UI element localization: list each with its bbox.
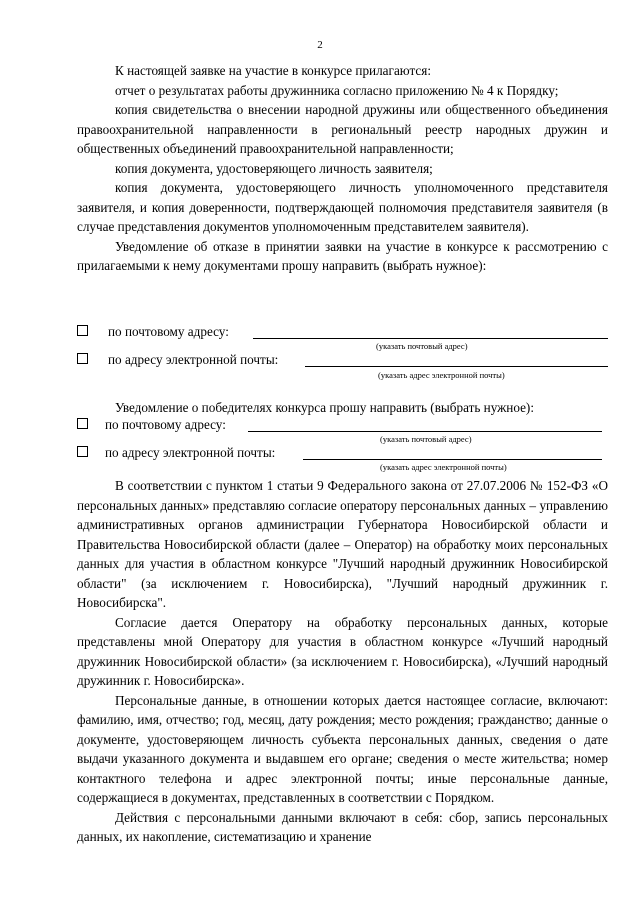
refusal-email-option xyxy=(77,350,608,370)
refusal-postal-checkbox[interactable] xyxy=(77,325,88,336)
refusal-postal-label: по почтовому адресу: xyxy=(108,324,229,339)
winners-postal-address-line[interactable] xyxy=(248,431,602,432)
attachments-section xyxy=(77,61,608,276)
refusal-postal-hint: (указать почтовый адрес) xyxy=(376,341,468,351)
refusal-email-label: по адресу электронной почты: xyxy=(108,352,279,367)
winners-postal-option xyxy=(77,415,608,435)
consent-data-list: Персональные данные, в отношении которых дается настоящее согласие, включают: фамилию, имя, отчество; год, месяц, дату рождения; место рождения; гражданство; данные о документе, удостоверяющем личность субъекта персональных данных, сведения о дате выдачи указанного документа и выдавшем его органе; сведения о месте жительства; номер контактного телефона и адрес электронной почты; иные персональные данные, содержащиеся в документах, представленных в соответствии с Порядком. xyxy=(77,692,608,805)
consent-legal-basis: В соответствии с пунктом 1 статьи 9 Федерального закона от 27.07.2006 № 152-ФЗ «О персональных данных» представляю согласие оператору персональных данных – управлению административных органов администрации Губернатора Новосибирской области и Правительства Новосибирской области (далее – Оператор) на обработку моих персональных данных для участия в областном конкурсе "Лучший народный дружинник Новосибирской области" (за исключением г. Новосибирска), "Лучший народный дружинник г. Новосибирска". xyxy=(77,478,608,610)
winners-email-hint: (указать адрес электронной почты) xyxy=(380,462,507,472)
attachment-report: отчет о результатах работы дружинника согласно приложению № 4 к Порядку; xyxy=(115,82,559,98)
consent-scope: Согласие дается Оператору на обработку персональных данных, которые представлены мной Оператору для участия в областном конкурсе «Лучший народный дружинник Новосибирской области» (за исключением г. Новосибирска), «Лучший народный дружинник г. Новосибирска». xyxy=(77,614,608,688)
consent-processing-actions: Действия с персональными данными включают в себя: сбор, запись персональных данных, их накопление, систематизацию и хранение xyxy=(77,809,608,844)
winners-email-address-line[interactable] xyxy=(303,459,602,460)
winners-postal-checkbox[interactable] xyxy=(77,418,88,429)
winners-email-label: по адресу электронной почты: xyxy=(105,445,276,460)
winners-email-checkbox[interactable] xyxy=(77,446,88,457)
refusal-email-address-line[interactable] xyxy=(305,366,608,367)
attachments-heading: К настоящей заявке на участие в конкурсе прилагаются: xyxy=(115,63,431,78)
winners-postal-hint: (указать почтовый адрес) xyxy=(380,434,472,444)
refusal-notice-paragraph: Уведомление об отказе в принятии заявки на участие в конкурсе к рассмотрению с прилагаемыми к нему документами прошу направить (выбрать нужное): xyxy=(77,238,608,273)
attachment-registry-certificate: копия свидетельства о внесении народной дружины или общественного объединения правоохранительной направленности в региональный реестр народных дружин и общественных объединений правоохранительной направленности; xyxy=(77,102,608,156)
consent-section xyxy=(77,476,608,847)
refusal-postal-option xyxy=(77,322,608,342)
attachment-identity-document: копия документа, удостоверяющего личность заявителя; xyxy=(115,160,433,176)
winners-email-option xyxy=(77,443,608,463)
page-number: 2 xyxy=(317,39,323,51)
attachment-representative-documents: копия документа, удостоверяющего личность уполномоченного представителя заявителя, и копия доверенности, подтверждающей полномочия представителя заявителя (в случае представления документов уполномоченным представителем заявителя). xyxy=(77,180,608,234)
winners-notice-heading: Уведомление о победителях конкурса прошу направить (выбрать нужное): xyxy=(115,400,534,415)
winners-postal-label: по почтовому адресу: xyxy=(105,417,226,432)
refusal-email-hint: (указать адрес электронной почты) xyxy=(378,370,505,380)
refusal-postal-address-line[interactable] xyxy=(253,338,608,339)
refusal-email-checkbox[interactable] xyxy=(77,353,88,364)
